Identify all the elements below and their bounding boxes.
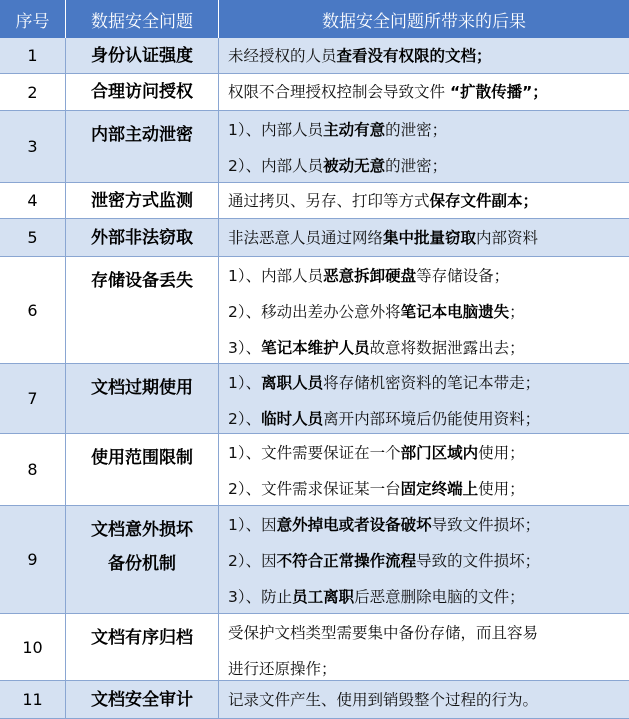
consequence-text: 权限不合理授权控制会导致文件 “扩散传播”； bbox=[228, 83, 548, 101]
table-row bbox=[0, 38, 629, 74]
row-number: 10 bbox=[0, 614, 66, 680]
header-col-issue: 数据安全问题 bbox=[66, 0, 219, 38]
table-row bbox=[0, 183, 629, 219]
consequence-text: 受保护文档类型需要集中备份存储，而且容易 进行还原操作； bbox=[228, 624, 539, 678]
issue-name: 文档有序归档 bbox=[66, 614, 219, 680]
row-number: 3 bbox=[0, 111, 66, 182]
row-number: 6 bbox=[0, 257, 66, 363]
consequence-text: 1）、文件需要保证在一个部门区域内使用； 2）、文件需求保证某一台固定终端上使用； bbox=[228, 444, 525, 498]
table-row bbox=[0, 506, 629, 614]
consequence-text: 1）、离职人员将存储机密资料的笔记本带走； 2）、临时人员离开内部环境后仍能使用资料； bbox=[228, 374, 541, 428]
issue-name: 文档安全审计 bbox=[66, 681, 219, 718]
table-row bbox=[0, 434, 629, 506]
header-col-number: 序号 bbox=[0, 0, 66, 38]
issue-name: 身份认证强度 bbox=[66, 38, 219, 73]
row-number: 7 bbox=[0, 364, 66, 433]
issue-name: 外部非法窃取 bbox=[66, 219, 219, 256]
table-row bbox=[0, 681, 629, 719]
issue-name: 内部主动泄密 bbox=[66, 111, 219, 182]
consequence-text: 1）、因意外掉电或者设备破坏导致文件损坏； 2）、因不符合正常操作流程导致的文件损坏； 3）、防止员工离职后恶意删除电脑的文件； bbox=[228, 516, 541, 606]
issue-name: 存储设备丢失 bbox=[66, 257, 219, 363]
row-number: 9 bbox=[0, 506, 66, 613]
consequence-text: 非法恶意人员通过网络集中批量窃取内部资料 bbox=[228, 229, 539, 247]
issue-name: 合理访问授权 bbox=[66, 74, 219, 110]
consequence-text: 通过拷贝、另存、打印等方式保存文件副本； bbox=[228, 192, 539, 210]
issue-name: 使用范围限制 bbox=[66, 434, 219, 505]
consequence-text: 记录文件产生、使用到销毁整个过程的行为。 bbox=[228, 691, 539, 709]
row-number: 5 bbox=[0, 219, 66, 256]
table-row bbox=[0, 257, 629, 364]
row-number: 11 bbox=[0, 681, 66, 718]
table-row bbox=[0, 219, 629, 257]
consequence-text: 未经授权的人员查看没有权限的文档； bbox=[228, 47, 492, 65]
consequence-text: 1）、内部人员恶意拆卸硬盘等存储设备； 2）、移动出差办公意外将笔记本电脑遗失； 3）、笔记本维护人员故意将数据泄露出去； bbox=[228, 267, 525, 357]
table-row bbox=[0, 74, 629, 111]
row-number: 8 bbox=[0, 434, 66, 505]
row-number: 2 bbox=[0, 74, 66, 110]
row-number: 1 bbox=[0, 38, 66, 73]
row-number: 4 bbox=[0, 183, 66, 218]
consequence-text: 1）、内部人员主动有意的泄密； 2）、内部人员被动无意的泄密； bbox=[228, 121, 448, 175]
issue-name: 文档意外损坏 备份机制 bbox=[66, 506, 219, 613]
table-row bbox=[0, 614, 629, 681]
header-col-consequence: 数据安全问题所带来的后果 bbox=[219, 0, 629, 38]
table-row bbox=[0, 111, 629, 183]
issue-name: 泄密方式监测 bbox=[66, 183, 219, 218]
issue-name: 文档过期使用 bbox=[66, 364, 219, 433]
table-row bbox=[0, 364, 629, 434]
